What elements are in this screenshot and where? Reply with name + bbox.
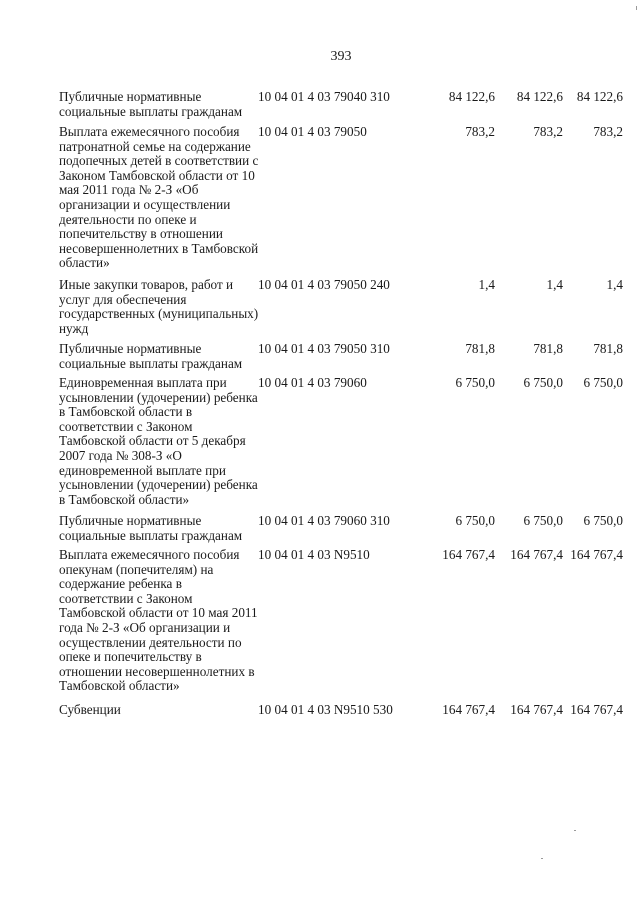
row-amount-year-1: 1,4 bbox=[478, 277, 495, 292]
row-classification-codes: 10 04 01 4 03 N9510 530 bbox=[258, 702, 393, 717]
row-classification-codes: 10 04 01 4 03 79060 310 bbox=[258, 513, 390, 528]
table-row bbox=[59, 702, 629, 717]
row-amount-year-3: 164 767,4 bbox=[570, 547, 623, 562]
row-amount-year-1: 6 750,0 bbox=[455, 513, 495, 528]
row-amount-year-1: 781,8 bbox=[465, 341, 495, 356]
row-amount-year-1: 164 767,4 bbox=[442, 547, 495, 562]
row-amount-year-2: 1,4 bbox=[546, 277, 563, 292]
row-amount-year-1: 783,2 bbox=[465, 124, 495, 139]
table-row bbox=[59, 341, 629, 371]
row-classification-codes: 10 04 01 4 03 N9510 bbox=[258, 547, 370, 562]
table-row bbox=[59, 547, 629, 694]
row-amount-year-3: 6 750,0 bbox=[583, 375, 623, 390]
row-amount-year-2: 84 122,6 bbox=[516, 89, 563, 104]
row-amount-year-3: 84 122,6 bbox=[576, 89, 623, 104]
row-classification-codes: 10 04 01 4 03 79060 bbox=[258, 375, 367, 390]
row-amount-year-2: 6 750,0 bbox=[523, 375, 563, 390]
row-description: Единовременная выплата при усыновлении (удочерении) ребенка в Тамбовской области в соответствии с Законом Тамбовской области от 5 декабря 2007 года № 308-З «О единовременной выплате при усыновлении (удочерении) ребенка в Тамбовской области» bbox=[59, 375, 258, 507]
row-description: Выплата ежемесячного пособия опекунам (попечителям) на содержание ребенка в соответствии с Законом Тамбовской области от 10 мая 2011 года № 2-З «Об организации и осуществлении деятельности по опеке и попечительству в отношении несовершеннолетних в Тамбовской области» bbox=[59, 547, 258, 694]
row-amount-year-3: 783,2 bbox=[593, 124, 623, 139]
row-amount-year-3: 1,4 bbox=[606, 277, 623, 292]
scan-speck bbox=[574, 830, 576, 831]
row-classification-codes: 10 04 01 4 03 79050 240 bbox=[258, 277, 390, 292]
row-description: Иные закупки товаров, работ и услуг для обеспечения государственных (муниципальных) нужд bbox=[59, 277, 259, 336]
table-row bbox=[59, 89, 629, 119]
row-classification-codes: 10 04 01 4 03 79040 310 bbox=[258, 89, 390, 104]
row-amount-year-2: 164 767,4 bbox=[510, 702, 563, 717]
scan-speck bbox=[636, 6, 637, 10]
row-amount-year-2: 781,8 bbox=[533, 341, 563, 356]
row-amount-year-2: 164 767,4 bbox=[510, 547, 563, 562]
row-description: Публичные нормативные социальные выплаты гражданам bbox=[59, 513, 243, 543]
row-description: Публичные нормативные социальные выплаты гражданам bbox=[59, 89, 243, 119]
row-amount-year-3: 781,8 bbox=[593, 341, 623, 356]
table-row bbox=[59, 375, 629, 507]
row-amount-year-1: 164 767,4 bbox=[442, 702, 495, 717]
row-amount-year-3: 6 750,0 bbox=[583, 513, 623, 528]
page-number: 393 bbox=[330, 49, 352, 64]
table-row bbox=[59, 513, 629, 543]
row-classification-codes: 10 04 01 4 03 79050 310 bbox=[258, 341, 390, 356]
row-description: Выплата ежемесячного пособия патронатной семье на содержание подопечных детей в соответствии с Законом Тамбовской области от 10 мая 2011 года № 2-З «Об организации и осуществлении деятельности по опеке и попечительству в отношении несовершеннолетних в Тамбовской области» bbox=[59, 124, 259, 271]
row-description: Субвенции bbox=[59, 702, 121, 717]
row-amount-year-1: 84 122,6 bbox=[448, 89, 495, 104]
row-classification-codes: 10 04 01 4 03 79050 bbox=[258, 124, 367, 139]
table-row bbox=[59, 277, 629, 336]
scan-speck bbox=[541, 858, 543, 859]
row-description: Публичные нормативные социальные выплаты гражданам bbox=[59, 341, 243, 371]
row-amount-year-3: 164 767,4 bbox=[570, 702, 623, 717]
table-row bbox=[59, 124, 629, 271]
row-amount-year-2: 783,2 bbox=[533, 124, 563, 139]
row-amount-year-2: 6 750,0 bbox=[523, 513, 563, 528]
row-amount-year-1: 6 750,0 bbox=[455, 375, 495, 390]
